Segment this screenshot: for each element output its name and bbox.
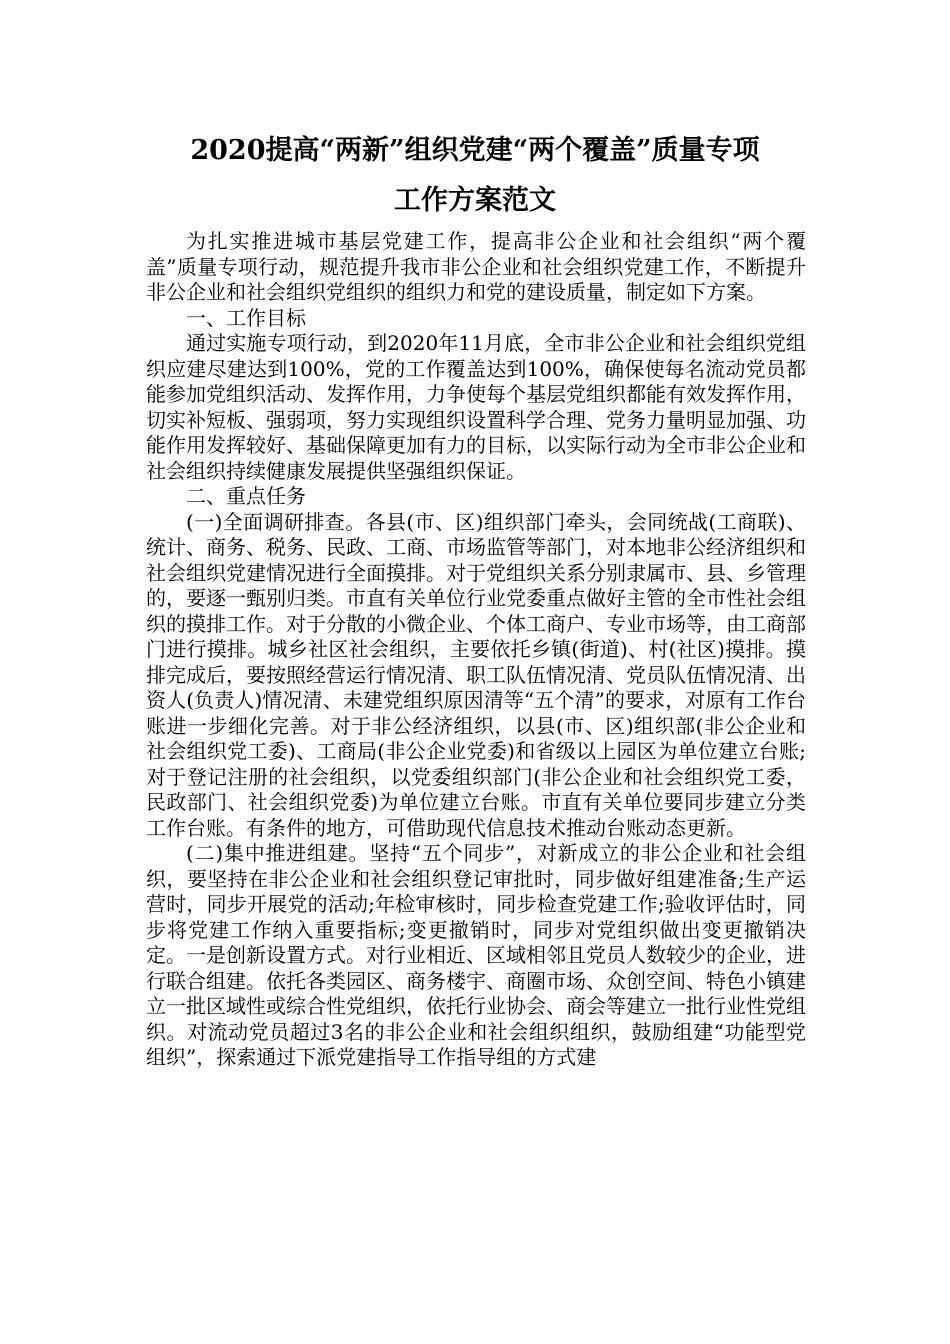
section-heading-goals: 一、工作目标: [186, 305, 306, 330]
intro-paragraph: 为扎实推进城市基层党建工作，提高非公企业和社会组织“两个覆盖”质量专项行动，规范提升我市非公企业和社会组织党建工作，不断提升非公企业和社会组织党组织的组织力和党的建设质量，制定如下方案。: [146, 229, 806, 304]
task-organize-paragraph: (二)集中推进组建。坚持“五个同步”，对新成立的非公企业和社会组织，要坚持在非公企业和社会组织登记审批时，同步做好组建准备;生产运营时，同步开展党的活动;年检审核时，同步检查党建工作;验收评估时，同步将党建工作纳入重要指标;变更撤销时，同步对党组织做出变更撤销决定。一是创新设置方式。对行业相近、区域相邻且党员人数较少的企业，进行联合组建。依托各类园区、商务楼宇、商圈市场、众创空间、特色小镇建立一批区域性或综合性党组织，依托行业协会、商会等建立一批行业性党组织。对流动党员超过3名的非公企业和社会组织组织，鼓励组建“功能型党组织”，探索通过下派党建指导工作指导组的方式建: [146, 841, 806, 1069]
goals-paragraph: 通过实施专项行动，到2020年11月底，全市非公企业和社会组织党组织应建尽建达到100%，党的工作覆盖达到100%，确保使每名流动党员都能参加党组织活动、发挥作用，力争使每个基层党组织都能有效发挥作用，切实补短板、强弱项，努力实现组织设置科学合理、党务力量明显加强、功能作用发挥较好、基础保障更加有力的目标，以实际行动为全市非公企业和社会组织持续健康发展提供坚强组织保证。: [146, 331, 806, 483]
task-survey-paragraph: (一)全面调研排查。各县(市、区)组织部门牵头，会同统战(工商联)、统计、商务、税务、民政、工商、市场监管等部门，对本地非公经济组织和社会组织党建情况进行全面摸排。对于党组织关系分别隶属市、县、乡管理的，要逐一甄别归类。市直有关单位行业党委重点做好主管的全市性社会组织的摸排工作。对于分散的小微企业、个体工商户、专业市场等，由工商部门进行摸排。城乡社区社会组织，主要依托乡镇(街道)、村(社区)摸排。摸排完成后，要按照经营运行情况清、职工队伍情况清、党员队伍情况清、出资人(负责人)情况清、未建党组织原因清等“五个清”的要求，对原有工作台账进一步细化完善。对于非公经济组织，以县(市、区)组织部(非公企业和社会组织党工委)、工商局(非公企业党委)和省级以上园区为单位建立台账;对于登记注册的社会组织，以党委组织部门(非公企业和社会组织党工委，民政部门、社会组织党委)为单位建立台账。市直有关单位要同步建立分类工作台账。有条件的地方，可借助现代信息技术推动台账动态更新。: [146, 509, 806, 840]
section-heading-tasks: 二、重点任务: [186, 484, 306, 508]
document-body: [146, 229, 806, 1071]
document-title-line-1: 2020提高“两新”组织党建“两个覆盖”质量专项: [190, 135, 760, 166]
document-title-line-2: 工作方案范文: [394, 185, 556, 216]
